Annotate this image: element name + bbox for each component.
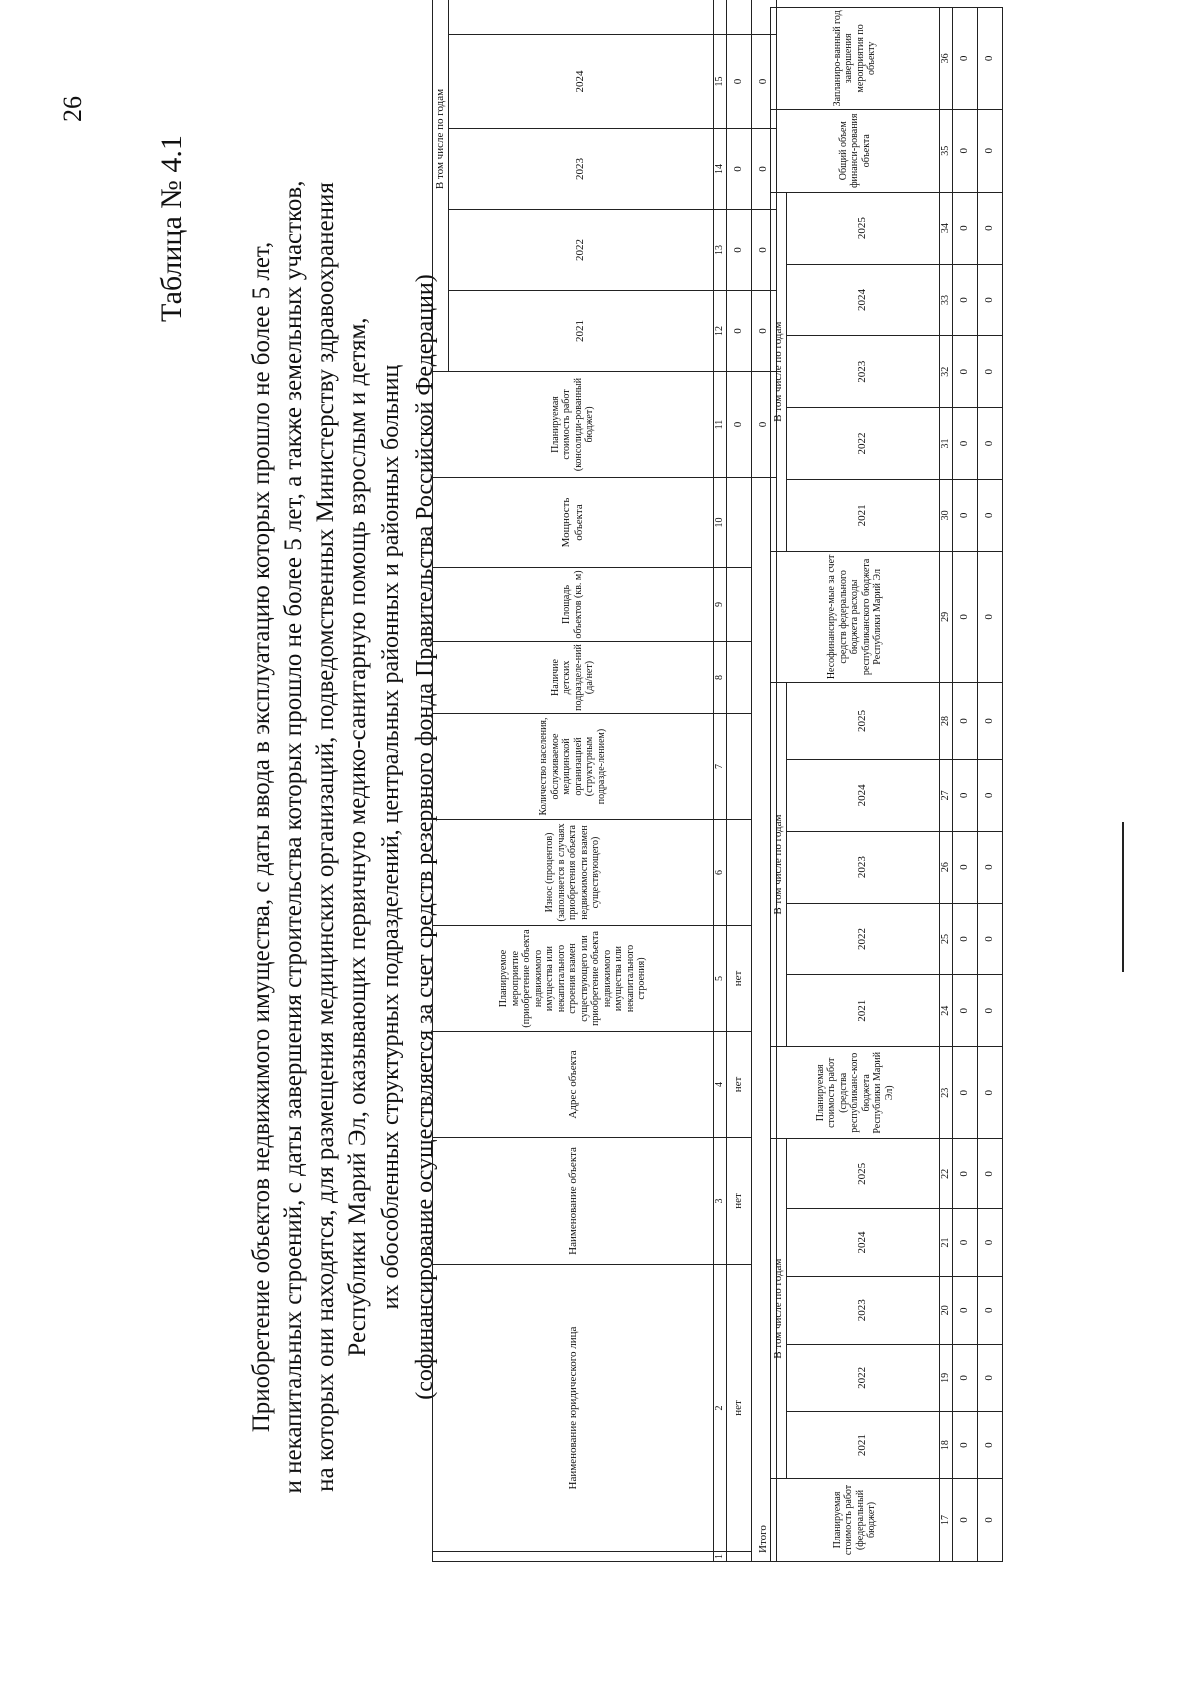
- col-number: 9: [713, 568, 726, 642]
- total-cell: 0: [751, 372, 776, 478]
- title-line-2: и некапитальных строений, с даты завершения строительства которых прошло не более 5 лет, а также земельных участков,: [280, 180, 307, 1494]
- header-col-1: [433, 1552, 714, 1562]
- col-number: 12: [713, 291, 726, 372]
- header-area: Площадь объектов (кв. м): [433, 568, 714, 642]
- header-legal-entity: Наименование юридического лица: [433, 1265, 714, 1552]
- table-2: [770, 7, 1003, 1562]
- header-year-2024: 2024: [786, 1209, 939, 1277]
- header-year-2023: 2023: [448, 129, 713, 210]
- header-capacity: Мощность объекта: [433, 478, 714, 568]
- table-cell: нет: [726, 1265, 751, 1552]
- table-cell: нет: [726, 1138, 751, 1265]
- table-cell: 0: [952, 192, 977, 264]
- col-number: 20: [939, 1276, 952, 1344]
- table-cell: 0: [952, 903, 977, 975]
- header-by-years-republic: В том числе по годам: [771, 683, 787, 1047]
- table-cell: [726, 820, 751, 926]
- col-number: 24: [939, 975, 952, 1047]
- table-cell: 0: [977, 264, 1002, 336]
- header-year-2025: 2025: [786, 192, 939, 264]
- col-number: 36: [939, 8, 952, 110]
- total-cell: 0: [751, 210, 776, 291]
- col-number: 21: [939, 1209, 952, 1277]
- col-number: 17: [939, 1478, 952, 1561]
- header-year-2024: 2024: [448, 35, 713, 129]
- header-year-2023: 2023: [786, 336, 939, 408]
- table-number: Таблица № 4.1: [155, 135, 188, 322]
- header-planned-action: Планируемое мероприятие (приобретение объекта недвижимого имущества или некапитального строения взамен существующего или приобретение объекта недвижимого имущества или некапитального строения): [433, 926, 714, 1032]
- table-cell: 0: [977, 408, 1002, 480]
- table-cell: 0: [952, 408, 977, 480]
- header-year-2022: 2022: [786, 903, 939, 975]
- table-cell: [726, 1552, 751, 1562]
- col-number: 19: [939, 1344, 952, 1412]
- col-number: [713, 0, 726, 35]
- col-number: 28: [939, 683, 952, 760]
- header-year-2021: 2021: [448, 291, 713, 372]
- col-number: 5: [713, 926, 726, 1032]
- col-number: 3: [713, 1138, 726, 1265]
- title-line-6: (софинансирование осуществляется за счет средств резервного фонда Правительства Российской Федерации): [412, 274, 438, 1400]
- header-planned-cost: Планируемая стоимость работ (консолиди-рованный бюджет): [433, 372, 714, 478]
- table-cell: 0: [977, 1344, 1002, 1412]
- title-line-3: на которых они находятся, для размещения медицинских организаций, подведомственных Министерству здравоохранения: [312, 182, 339, 1492]
- col-number: 27: [939, 759, 952, 831]
- table-cell: 0: [726, 129, 751, 210]
- header-year-2021: 2021: [786, 1412, 939, 1479]
- header-planned-cost-federal: Планируемая стоимость работ (федеральный бюджет): [771, 1478, 940, 1561]
- table-cell: 0: [977, 1139, 1002, 1209]
- table-cell: 0: [977, 903, 1002, 975]
- table-cell: 0: [952, 1344, 977, 1412]
- header-year-2021: 2021: [786, 975, 939, 1047]
- table-cell: 0: [977, 479, 1002, 551]
- table-cell: 0: [726, 372, 751, 478]
- table-cell: 0: [952, 551, 977, 682]
- col-number: 18: [939, 1412, 952, 1479]
- header-by-years-federal: В том числе по годам: [771, 1139, 787, 1478]
- table-cell: [726, 478, 751, 568]
- header-object-name: Наименование объекта: [433, 1138, 714, 1265]
- col-number: 11: [713, 372, 726, 478]
- table-cell: 0: [952, 1209, 977, 1277]
- title-line-4: Республики Марий Эл, оказывающих первичную медико-санитарную помощь взрослым и детям,: [344, 317, 371, 1357]
- header-address: Адрес объекта: [433, 1032, 714, 1138]
- table-cell: 0: [952, 264, 977, 336]
- table-cell: 0: [952, 1276, 977, 1344]
- table-cell: 0: [977, 1412, 1002, 1479]
- header-year-2024: 2024: [786, 759, 939, 831]
- col-number: 32: [939, 336, 952, 408]
- header-by-years-non-cofinanced: В том числе по годам: [771, 192, 787, 551]
- col-number: 1: [713, 1552, 726, 1562]
- header-year-2024: 2024: [786, 264, 939, 336]
- col-number: 31: [939, 408, 952, 480]
- col-number: 25: [939, 903, 952, 975]
- header-year-2021: 2021: [786, 479, 939, 551]
- total-label: Итого: [751, 478, 776, 1562]
- table-cell: [726, 0, 751, 35]
- table-cell: 0: [977, 831, 1002, 903]
- title-line-5: их обособленных структурных подразделений, центральных районных и районных больниц: [378, 364, 404, 1310]
- col-number: 30: [939, 479, 952, 551]
- header-population: Количество населения, обслуживаемое медицинской организацией (структурным подразде-лением): [433, 714, 714, 820]
- table-cell: 0: [977, 683, 1002, 760]
- header-completion-year: Запланиро-ванный год завершения мероприятия по объекту: [771, 8, 940, 110]
- col-number: 7: [713, 714, 726, 820]
- table-cell: нет: [726, 926, 751, 1032]
- table-cell: 0: [977, 551, 1002, 682]
- page-number: 26: [58, 96, 87, 122]
- table-cell: [726, 714, 751, 820]
- table-cell: 0: [726, 291, 751, 372]
- table-cell: 0: [952, 683, 977, 760]
- col-number: 33: [939, 264, 952, 336]
- col-number: 10: [713, 478, 726, 568]
- col-number: 22: [939, 1139, 952, 1209]
- col-number: 15: [713, 35, 726, 129]
- table-cell: 0: [977, 8, 1002, 110]
- col-number: 35: [939, 109, 952, 192]
- total-cell: 0: [751, 291, 776, 372]
- col-number: 2: [713, 1265, 726, 1552]
- table-cell: 0: [977, 1478, 1002, 1561]
- table-cell: 0: [977, 109, 1002, 192]
- header-year-2023: 2023: [786, 831, 939, 903]
- header-year-2022: 2022: [786, 1344, 939, 1412]
- title-line-1: Приобретение объектов недвижимого имущества, с даты ввода в эксплуатацию которых прошло не более 5 лет,: [248, 241, 275, 1433]
- header-wear: Износ (процентов) (заполняется в случаях приобретения объекта недвижимости взамен существующего): [433, 820, 714, 926]
- table-cell: 0: [952, 1139, 977, 1209]
- header-year-2025: [448, 0, 713, 35]
- table-cell: 0: [977, 192, 1002, 264]
- col-number: 23: [939, 1047, 952, 1139]
- table-cell: 0: [726, 35, 751, 129]
- header-non-cofinanced: Несофинансируе-мые за счет средств федерального бюджета расходы республиканского бюджета Республики Марий Эл: [771, 551, 940, 682]
- table-cell: 0: [952, 1412, 977, 1479]
- table-cell: 0: [952, 8, 977, 110]
- col-number: 13: [713, 210, 726, 291]
- table-cell: 0: [977, 1047, 1002, 1139]
- table-cell: 0: [977, 759, 1002, 831]
- table-cell: 0: [726, 210, 751, 291]
- header-year-2022: 2022: [448, 210, 713, 291]
- col-number: 4: [713, 1032, 726, 1138]
- header-year-2025: 2025: [786, 683, 939, 760]
- header-year-2022: 2022: [786, 408, 939, 480]
- table-cell: 0: [952, 109, 977, 192]
- table-cell: 0: [952, 759, 977, 831]
- total-cell: 0: [751, 35, 776, 129]
- table-cell: 0: [977, 336, 1002, 408]
- header-year-2025: 2025: [786, 1139, 939, 1209]
- table-cell: [726, 642, 751, 714]
- col-number: 8: [713, 642, 726, 714]
- table-cell: 0: [977, 975, 1002, 1047]
- header-total-financing: Общий объем финанси-рования объекта: [771, 109, 940, 192]
- header-by-years: В том числе по годам: [433, 0, 449, 372]
- table-1: [432, 0, 777, 1562]
- table-cell: 0: [977, 1209, 1002, 1277]
- col-number: 29: [939, 551, 952, 682]
- table-cell: 0: [952, 479, 977, 551]
- header-planned-cost-republic: Планируемая стоимость работ (средства республиканс-кого бюджета Республики Марий Эл): [771, 1047, 940, 1139]
- table-cell: 0: [952, 1478, 977, 1561]
- col-number: 26: [939, 831, 952, 903]
- col-number: 14: [713, 129, 726, 210]
- header-children-units: Наличие детских подразделе-ний (да/нет): [433, 642, 714, 714]
- total-cell: 0: [751, 129, 776, 210]
- table-cell: 0: [952, 831, 977, 903]
- table-cell: 0: [952, 975, 977, 1047]
- table-cell: 0: [977, 1276, 1002, 1344]
- closing-rule: [1122, 822, 1124, 972]
- table-cell: нет: [726, 1032, 751, 1138]
- table-cell: [726, 568, 751, 642]
- col-number: 6: [713, 820, 726, 926]
- header-year-2023: 2023: [786, 1276, 939, 1344]
- col-number: 34: [939, 192, 952, 264]
- table-cell: 0: [952, 336, 977, 408]
- table-cell: 0: [952, 1047, 977, 1139]
